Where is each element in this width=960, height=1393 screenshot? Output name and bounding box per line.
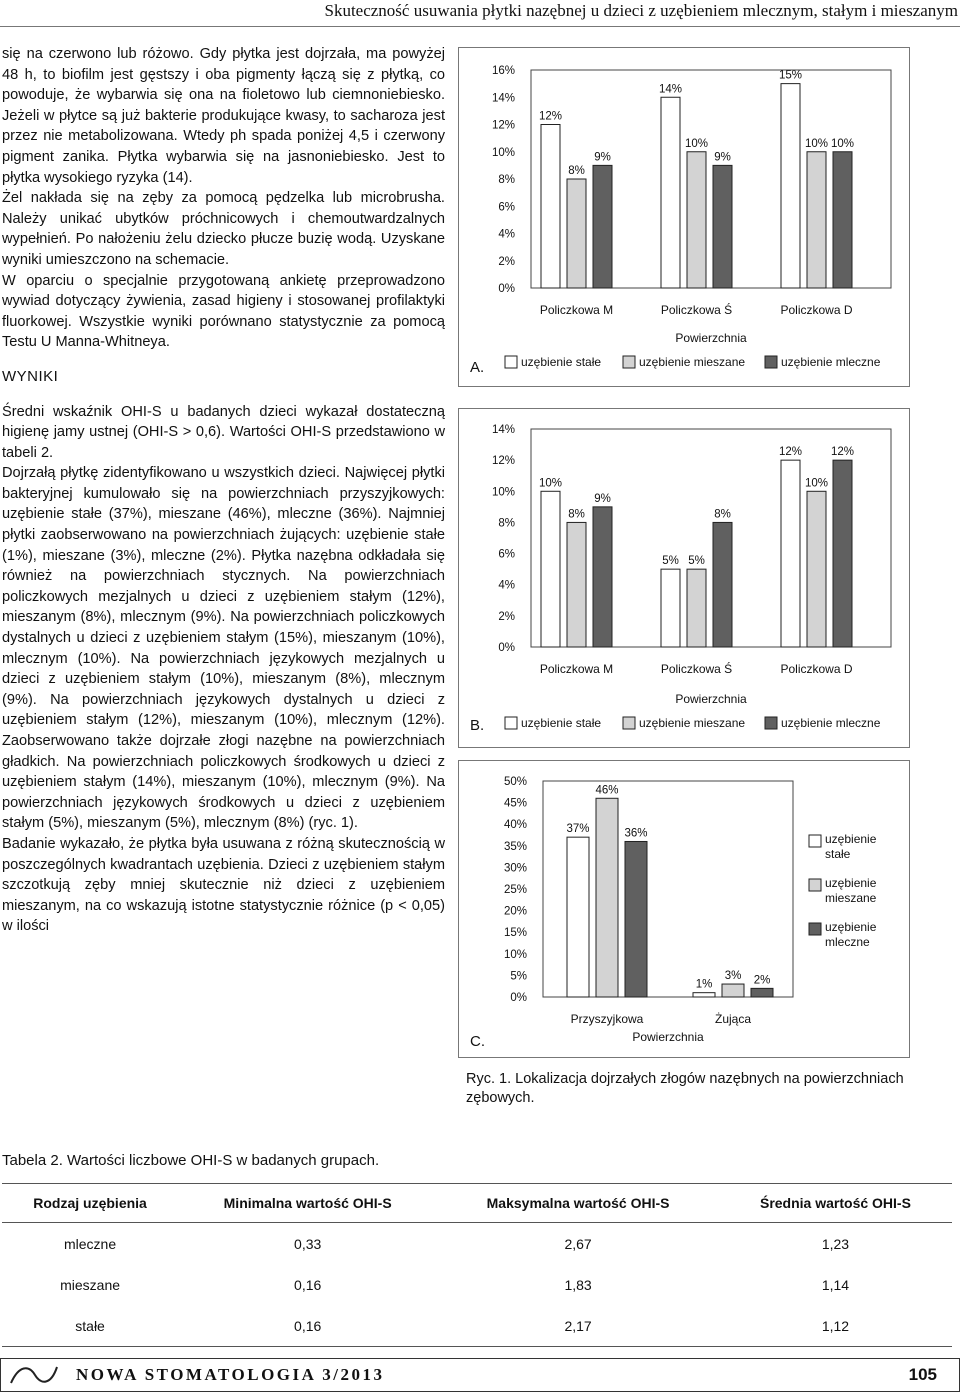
bar xyxy=(625,841,647,997)
bar xyxy=(661,97,680,288)
x-category-label: Policzkowa D xyxy=(780,303,853,317)
panel-letter-a: A. xyxy=(470,359,485,376)
legend-label: uzębienie mieszane xyxy=(825,876,877,905)
column-header: Średnia wartość OHI-S xyxy=(719,1184,952,1223)
bar xyxy=(687,152,706,288)
y-tick-label: 45% xyxy=(503,797,527,810)
data-label: 10% xyxy=(830,137,855,150)
y-tick-label: 15% xyxy=(503,927,527,940)
page-footer xyxy=(0,1358,960,1392)
panel-letter-c: C. xyxy=(470,1033,485,1050)
column-header: Maksymalna wartość OHI-S xyxy=(437,1184,719,1223)
bar xyxy=(781,460,800,647)
column-header: Rodzaj uzębienia xyxy=(2,1184,178,1223)
x-category-label: Żująca xyxy=(714,1012,752,1026)
legend-label: uzębienie stałe xyxy=(521,355,602,369)
legend-label: uzębienie mleczne xyxy=(781,355,881,369)
bar xyxy=(751,988,773,997)
figure-panel-a xyxy=(458,47,910,387)
y-tick-label: 0% xyxy=(510,992,527,1004)
legend-swatch xyxy=(623,356,635,368)
y-tick-label: 0% xyxy=(498,642,515,654)
legend-swatch xyxy=(505,717,517,729)
y-tick-label: 6% xyxy=(498,201,515,214)
legend-swatch xyxy=(809,879,821,891)
y-tick-label: 4% xyxy=(498,579,515,592)
data-label: 8% xyxy=(568,165,585,177)
ohi-table xyxy=(2,1183,952,1347)
paragraph: Żel nakłada się na zęby za pomocą pędzelka lub microbrusha. Należy unikać ubytków próchnicowych i chemoutwardzalnych wypełnień. Po nałożeniu żelu dziecko płucze buzię wodą. Uzyskane wyniki umieszczono na schemacie. xyxy=(2,190,445,268)
y-tick-label: 35% xyxy=(503,840,527,853)
x-axis-title: Powierzchnia xyxy=(675,331,747,345)
bar xyxy=(567,837,589,997)
bar xyxy=(541,491,560,647)
x-category-label: Policzkowa D xyxy=(780,662,853,676)
legend-swatch xyxy=(809,835,821,847)
bar xyxy=(807,152,826,288)
legend-label: uzębienie stałe xyxy=(825,832,877,861)
y-tick-label: 8% xyxy=(498,174,515,186)
table-cell: 1,14 xyxy=(821,1276,850,1293)
section-heading: WYNIKI xyxy=(2,367,59,385)
table-cell: stałe xyxy=(2,1305,178,1347)
figure-panel-b xyxy=(458,408,910,748)
x-category-label: Policzkowa Ś xyxy=(660,303,733,317)
x-category-label: Przyszyjkowa xyxy=(570,1012,644,1026)
y-tick-label: 12% xyxy=(491,455,515,468)
x-category-label: Policzkowa M xyxy=(539,662,614,676)
data-label: 3% xyxy=(724,970,742,983)
y-tick-label: 5% xyxy=(510,970,527,983)
table-cell: mleczne xyxy=(63,1235,117,1252)
bar xyxy=(713,522,732,647)
y-tick-label: 20% xyxy=(503,905,527,918)
paragraph: W oparciu o specjalnie przygotowaną ankietę przeprowadzono wywiad dotyczący żywienia, zasad higieny i stosowanej profilaktyki fluorkowej. Wszystkie wyniki porównano statystycznie za pomocą Testu U Manna-Whitneya. xyxy=(2,272,445,351)
table-cell: 2,67 xyxy=(564,1235,592,1252)
data-label: 10% xyxy=(804,477,829,490)
data-label: 8% xyxy=(714,508,731,521)
y-tick-label: 0% xyxy=(498,283,515,295)
figure-caption: Ryc. 1. Lokalizacja dojrzałych złogów nazębnych na powierzchniach zębowych. xyxy=(466,1071,904,1106)
bar xyxy=(661,569,680,647)
table-cell: 1,12 xyxy=(719,1305,952,1347)
table-row xyxy=(2,1223,952,1265)
bar xyxy=(596,798,618,997)
y-tick-label: 50% xyxy=(503,776,527,788)
table-cell: 2,17 xyxy=(437,1305,719,1347)
legend-label: uzębienie mleczne xyxy=(825,920,877,949)
data-label: 10% xyxy=(538,477,563,490)
data-label: 9% xyxy=(714,151,731,164)
data-label: 1% xyxy=(695,978,713,991)
header-rule xyxy=(0,26,960,27)
bar xyxy=(693,993,715,997)
legend-label: uzębienie mieszane xyxy=(639,716,746,730)
bar xyxy=(567,179,586,288)
paragraph: Badanie wykazało, że płytka była usuwana z różną skutecznością w poszczególnych kwadrantach uzębienia. Dzieci z uzębieniem stałym szczotkują zęby mniej skutecznie niż dzieci z uzębieniem mieszanym, na co wskazują istotne statystycznie różnice (p < 0,05) w ilości xyxy=(2,835,445,935)
table-cell: 0,33 xyxy=(294,1235,322,1252)
data-label: 14% xyxy=(658,83,683,96)
legend-swatch xyxy=(765,356,777,368)
x-axis-title: Powierzchnia xyxy=(675,692,747,706)
table-header-row xyxy=(2,1184,952,1223)
data-label: 15% xyxy=(778,69,803,82)
legend-label: uzębienie stałe xyxy=(521,716,602,730)
legend-swatch xyxy=(809,923,821,935)
left-column-text xyxy=(2,44,445,937)
legend-swatch xyxy=(765,717,777,729)
table-cell: mieszane xyxy=(60,1276,121,1293)
bar xyxy=(541,125,560,289)
legend-label: uzębienie mieszane xyxy=(639,355,746,369)
data-label: 5% xyxy=(662,555,679,568)
y-tick-label: 30% xyxy=(503,862,527,875)
bar xyxy=(833,460,852,647)
bar xyxy=(781,84,800,288)
x-category-label: Policzkowa Ś xyxy=(660,662,733,676)
journal-name: NOWA STOMATOLOGIA 3/2013 xyxy=(76,1365,385,1384)
table-row xyxy=(2,1264,952,1305)
chart-a-svg xyxy=(459,48,909,386)
bar xyxy=(713,165,732,288)
y-tick-label: 40% xyxy=(503,819,527,832)
table-cell: 0,16 xyxy=(294,1276,322,1293)
page-number: 105 xyxy=(908,1365,937,1384)
y-tick-label: 2% xyxy=(498,255,515,268)
running-header: Skuteczność usuwania płytki nazębnej u dzieci z uzębieniem mlecznym, stałym i mieszanym xyxy=(324,1,958,20)
y-tick-label: 6% xyxy=(498,548,515,561)
y-tick-label: 14% xyxy=(491,424,515,436)
data-label: 10% xyxy=(804,137,829,150)
table-row xyxy=(2,1305,952,1347)
bar xyxy=(807,491,826,647)
y-tick-label: 12% xyxy=(491,119,515,132)
data-label: 46% xyxy=(595,784,619,797)
data-label: 9% xyxy=(594,151,611,164)
y-tick-label: 16% xyxy=(491,65,515,77)
table-caption: Tabela 2. Wartości liczbowe OHI-S w badanych grupach. xyxy=(2,1152,380,1169)
x-category-label: Policzkowa M xyxy=(539,303,614,317)
y-tick-label: 25% xyxy=(503,884,527,896)
data-label: 9% xyxy=(594,492,611,505)
data-label: 12% xyxy=(830,446,855,459)
chart-c-svg xyxy=(459,761,909,1057)
journal-logo-icon xyxy=(9,1363,59,1387)
paragraph: Średni wskaźnik OHI-S u badanych dzieci wykazał dostateczną higienę jamy ustnej (OHI-S > 0,6). Wartości OHI-S przedstawiono w tabeli 2. xyxy=(2,403,445,461)
data-label: 2% xyxy=(753,974,771,987)
x-axis-title: Powierzchnia xyxy=(632,1030,704,1044)
data-label: 8% xyxy=(568,508,585,521)
table-cell: 0,16 xyxy=(178,1305,437,1347)
bar xyxy=(687,569,706,647)
panel-letter-b: B. xyxy=(470,717,485,734)
bar xyxy=(593,165,612,288)
y-tick-label: 2% xyxy=(498,610,515,623)
bar xyxy=(833,152,852,288)
bar xyxy=(567,522,586,647)
figure-panel-c xyxy=(458,760,910,1058)
column-header: Minimalna wartość OHI-S xyxy=(178,1184,437,1223)
data-label: 12% xyxy=(778,446,803,459)
y-tick-label: 14% xyxy=(491,92,515,105)
chart-b-svg xyxy=(459,409,909,747)
y-tick-label: 4% xyxy=(498,228,515,241)
paragraph: Dojrzałą płytkę zidentyfikowano u wszystkich dzieci. Najwięcej płytki bakteryjnej kumulowało się na powierzchniach przyszyjkowych: uzębienie stałe (37%), mieszane (46%), mleczne (36%). Najmniej płytki zaobserwowano na powierzchniach żujących: uzębienie stałe (1%), mieszane (3%), mleczne (2%). Płytka nazębna odkładała się również na powierzchniach stycznych. Na powierzchniach policzkowych mezjalnych u dzieci z uzębieniem stałym (12%), mieszanym (8%), mlecznym (9%). Na powierzchniach policzkowych dystalnych u dzieci z uzębieniem stałym (15%), mieszanym (10%), mlecznym (10%). Na powierzchniach językowych mezjalnych u dzieci z uzębieniem stałym (10%), mieszanym (8%), mlecznym (9%). Na powierzchniach językowych dystalnych u dzieci z uzębieniem stałym (12%), mieszanym (10%), mlecznym (12%). Zaobserwowano także dojrzałe złogi nazębne na powierzchniach gładkich. Na powierzchniach policzkowych środkowych u dzieci z uzębieniem stałym (14%), mieszanym (10%), mlecznym (9%). Na powierzchniach językowych środkowych u dzieci z uzębieniem stałym (5%), mieszanym (5%), mlecznym (8%) (ryc. 1). xyxy=(2,465,445,832)
data-label: 10% xyxy=(684,137,709,150)
bar xyxy=(593,507,612,647)
paragraph: się na czerwono lub różowo. Gdy płytka jest dojrzała, ma powyżej 48 h, to biofilm jest gęstszy i oba pigmenty łączą się z płytką, co powoduje, że wybarwia się ona na fioletowo lub ciemnoniebiesko. Jeżeli w płytce są już bakterie produkujące kwasy, to sacharoza jest przez nie metabolizowana. Wtedy ph spada poniżej 4,5 i czerwony pigment zanika. Płytka wybarwia się na jasnoniebiesko. Jest to płytka wysokiego ryzyka (14). xyxy=(2,46,445,186)
table-cell: 1,23 xyxy=(821,1235,850,1252)
legend-swatch xyxy=(623,717,635,729)
data-label: 5% xyxy=(688,555,705,568)
data-label: 37% xyxy=(566,823,590,836)
bar xyxy=(722,984,744,997)
y-tick-label: 10% xyxy=(491,146,515,159)
y-tick-label: 8% xyxy=(498,517,515,530)
legend-label: uzębienie mleczne xyxy=(781,716,881,730)
data-label: 36% xyxy=(624,827,648,840)
legend-swatch xyxy=(505,356,517,368)
y-tick-label: 10% xyxy=(503,948,527,961)
table-cell: 1,83 xyxy=(564,1276,592,1293)
data-label: 12% xyxy=(538,110,563,123)
y-tick-label: 10% xyxy=(491,486,515,499)
